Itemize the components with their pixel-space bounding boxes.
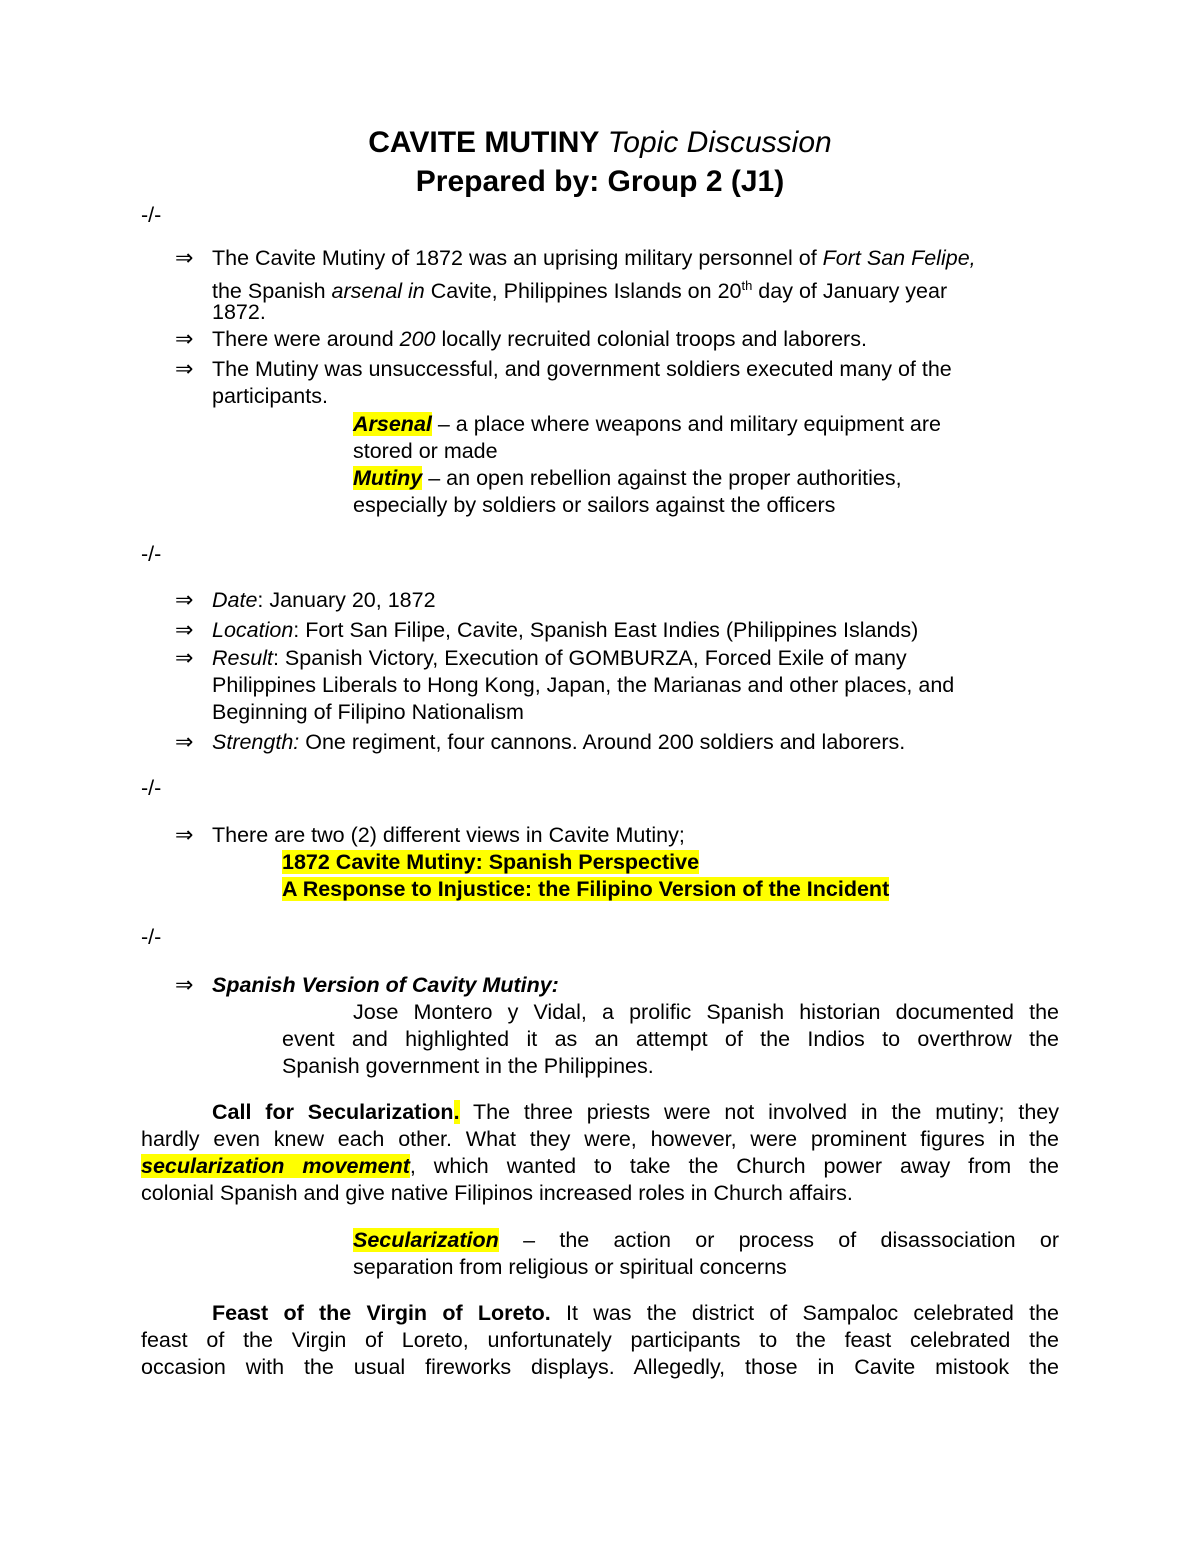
list-item-continued: Philippines Liberals to Hong Kong, Japan, the Marianas and other places, and [212, 673, 955, 697]
highlighted-term: Mutiny [353, 466, 423, 490]
paragraph-heading: Feast of the Virgin of Loreto. [212, 1301, 551, 1325]
definition-continued: stored or made [353, 439, 498, 463]
arrow-bullet-icon: ⇒ [175, 588, 194, 613]
arrow-bullet-icon: ⇒ [175, 357, 194, 382]
text-run: – a place where weapons and military equipment are [431, 412, 941, 436]
separator: -/- [141, 203, 162, 227]
text-run-italic: Fort San Felipe, [822, 246, 976, 270]
text-run: locally recruited colonial troops and laborers. [435, 327, 867, 351]
paragraph-line: event and highlighted it as an attempt of the Indios to overthrow the [282, 1027, 1059, 1051]
definition-arsenal [353, 411, 941, 438]
highlighted-term: secularization movement [141, 1154, 410, 1178]
text-run: the Spanish [212, 279, 332, 304]
page-title [0, 126, 1200, 160]
field-value: One regiment, four cannons. Around 200 soldiers and laborers. [299, 730, 906, 754]
text-run: Cavite, Philippines Islands on 20 [424, 279, 742, 304]
text-run: , which wanted to take the Church power away from the [409, 1154, 1060, 1178]
text-run: The three priests were not involved in the mutiny; they [459, 1100, 1059, 1124]
view-spanish [282, 849, 699, 876]
definition-continued: especially by soldiers or sailors against the officers [353, 493, 836, 517]
highlighted-heading: 1872 Cavite Mutiny: Spanish Perspective [282, 850, 700, 874]
arrow-bullet-icon: ⇒ [175, 618, 194, 643]
arrow-bullet-icon: ⇒ [175, 973, 194, 998]
paragraph-line: occasion with the usual fireworks displays. Allegedly, those in Cavite mistook the [141, 1355, 1059, 1379]
paragraph-feast [212, 1300, 1059, 1327]
field-label: Strength: [212, 730, 300, 754]
list-item-continued: 1872. [212, 300, 266, 324]
text-run: The Cavite Mutiny of 1872 was an uprising military personnel of [212, 246, 823, 270]
list-item-continued: Beginning of Filipino Nationalism [212, 700, 524, 724]
field-value: : Spanish Victory, Execution of GOMBURZA, Forced Exile of many [272, 646, 907, 670]
paragraph-line: Spanish government in the Philippines. [282, 1054, 654, 1078]
paragraph-line: colonial Spanish and give native Filipinos increased roles in Church affairs. [141, 1181, 853, 1205]
text-run: – the action or process of disassociation or [498, 1228, 1059, 1252]
paragraph-secularization [212, 1099, 1059, 1126]
heading-text: Spanish Version of Cavity Mutiny: [212, 973, 559, 997]
definition-secularization [353, 1227, 1059, 1254]
list-item-strength [212, 729, 905, 756]
text-run-italic: arsenal in [331, 279, 425, 304]
arrow-bullet-icon: ⇒ [175, 246, 194, 271]
field-label: Result [212, 646, 273, 670]
superscript: th [741, 278, 753, 293]
highlighted-period: . [453, 1100, 460, 1124]
highlighted-heading: A Response to Injustice: the Filipino Version of the Incident [282, 877, 890, 901]
text-run: day of January year [752, 279, 948, 304]
field-label: Date [212, 588, 258, 612]
text-run: There were around [212, 327, 400, 351]
paragraph-line: Jose Montero y Vidal, a prolific Spanish historian documented the [353, 1000, 1059, 1024]
arrow-bullet-icon: ⇒ [175, 730, 194, 755]
text-run: – an open rebellion against the proper authorities, [422, 466, 902, 490]
list-item-location [212, 617, 918, 644]
list-item: The Mutiny was unsuccessful, and government soldiers executed many of the [212, 357, 952, 381]
field-value: : January 20, 1872 [257, 588, 436, 612]
list-item-continued [212, 272, 947, 305]
paragraph-line: hardly even knew each other. What they were, however, were prominent figures in the [141, 1127, 1059, 1151]
paragraph-heading: Call for Secularization [212, 1100, 454, 1124]
list-item-result [212, 645, 907, 672]
section-heading [212, 972, 559, 999]
separator: -/- [141, 542, 162, 566]
list-item [212, 326, 867, 353]
list-item-continued: participants. [212, 384, 328, 408]
arrow-bullet-icon: ⇒ [175, 646, 194, 671]
list-item: There are two (2) different views in Cavite Mutiny; [212, 823, 685, 847]
definition-continued: separation from religious or spiritual concerns [353, 1255, 787, 1279]
text-run-italic: 200 [399, 327, 436, 351]
separator: -/- [141, 776, 162, 800]
page-subtitle: Prepared by: Group 2 (J1) [415, 165, 785, 198]
paragraph-line: feast of the Virgin of Loreto, unfortunately participants to the feast celebrated the [141, 1328, 1059, 1352]
view-filipino [282, 876, 889, 903]
title-bold: CAVITE MUTINY [368, 126, 600, 159]
list-item [212, 245, 976, 272]
highlighted-term: Arsenal [353, 412, 432, 436]
separator: -/- [141, 925, 162, 949]
highlighted-term: Secularization [353, 1228, 499, 1252]
list-item-date [212, 587, 436, 614]
text-run: It was the district of Sampaloc celebrated the [550, 1301, 1059, 1325]
arrow-bullet-icon: ⇒ [175, 823, 194, 848]
arrow-bullet-icon: ⇒ [175, 327, 194, 352]
definition-mutiny [353, 465, 902, 492]
paragraph-line [141, 1153, 1059, 1180]
title-italic: Topic Discussion [607, 126, 832, 159]
field-label: Location [212, 618, 294, 642]
field-value: : Fort San Filipe, Cavite, Spanish East Indies (Philippines Islands) [293, 618, 919, 642]
